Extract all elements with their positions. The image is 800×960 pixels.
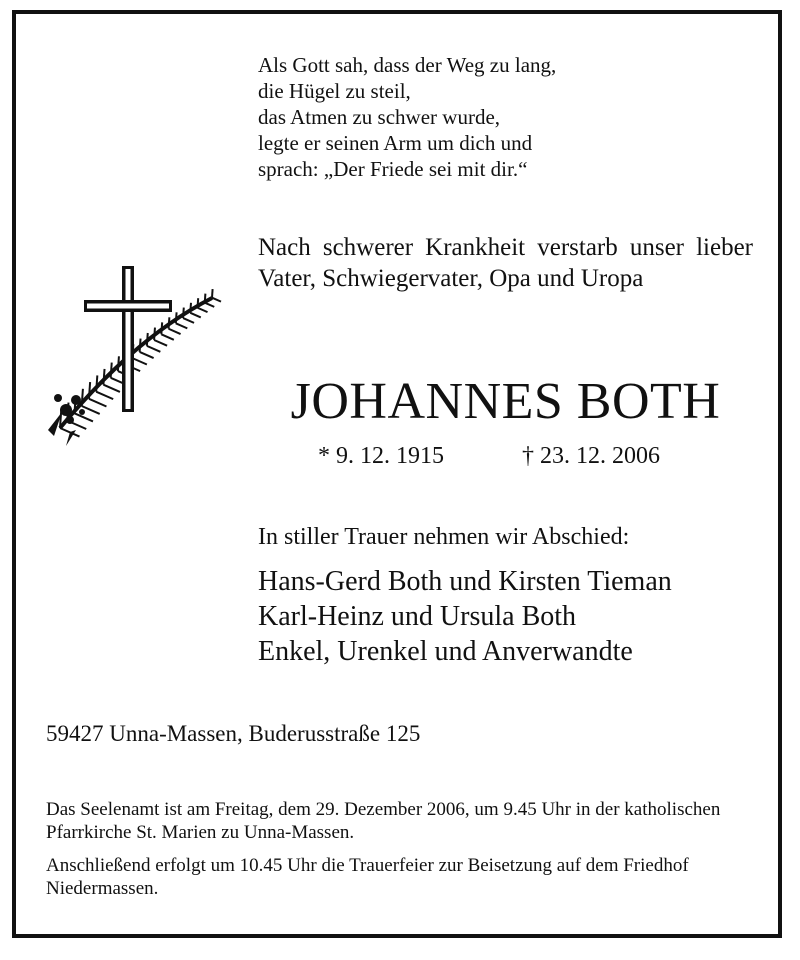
poem-line: Als Gott sah, dass der Weg zu lang, (258, 53, 557, 77)
mourner-line: Hans-Gerd Both und Kirsten Tieman (258, 566, 672, 597)
notice-paragraph: Anschließend erfolgt um 10.45 Uhr die Trauerfeier zur Beisetzung auf dem Friedhof Niedermassen. (46, 855, 689, 899)
cross-with-palm-branch-icon (40, 260, 230, 460)
poem-line: die Hügel zu steil, (258, 79, 411, 103)
address: 59427 Unna-Massen, Buderusstraße 125 (46, 721, 421, 746)
death-announcement: Nach schwerer Krankheit verstarb unser lieber Vater, Schwiegervater, Opa und Uropa (258, 234, 753, 292)
deceased-name: JOHANNES BOTH (290, 373, 721, 430)
notice-paragraph: Das Seelenamt ist am Freitag, dem 29. Dezember 2006, um 9.45 Uhr in der katholischen Pfarrkirche St. Marien zu Unna-Massen. (46, 799, 721, 843)
poem-line: das Atmen zu schwer wurde, (258, 105, 501, 129)
death-date: † 23. 12. 2006 (522, 443, 660, 469)
mourner-line: Karl-Heinz und Ursula Both (258, 601, 577, 632)
birth-date: * 9. 12. 1915 (318, 443, 444, 469)
poem-line: sprach: „Der Friede sei mit dir.“ (258, 157, 528, 181)
service-notice (46, 798, 756, 900)
poem (258, 52, 758, 182)
mourners-list (258, 564, 758, 669)
mourning-intro: In stiller Trauer nehmen wir Abschied: (258, 524, 630, 550)
mourner-line: Enkel, Urenkel und Anverwandte (258, 636, 633, 667)
poem-line: legte er seinen Arm um dich und (258, 131, 533, 155)
